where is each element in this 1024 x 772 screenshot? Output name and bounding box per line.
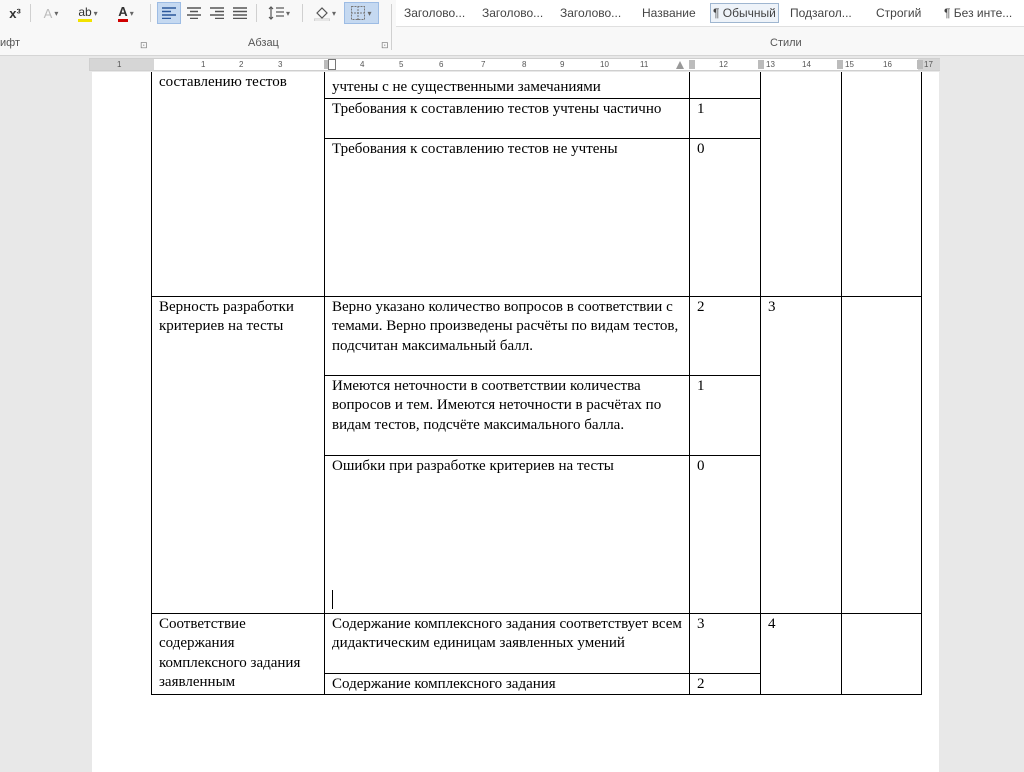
ruler-tick: 2 <box>239 60 244 69</box>
chevron-down-icon: ▾ <box>285 8 290 18</box>
align-center-button[interactable] <box>183 2 205 24</box>
column-marker[interactable] <box>917 60 923 69</box>
ruler-tick: 4 <box>360 60 365 69</box>
ruler-tick: 15 <box>845 60 854 69</box>
score-cell[interactable]: 2 <box>690 296 761 375</box>
separator <box>302 4 303 22</box>
separator <box>30 4 31 22</box>
text-cursor <box>332 590 333 609</box>
align-left-button[interactable] <box>157 2 181 24</box>
column-marker[interactable] <box>837 60 843 69</box>
document-page[interactable] <box>92 72 939 772</box>
text-effects-button[interactable] <box>37 2 65 24</box>
right-indent-marker-icon[interactable] <box>676 61 684 69</box>
align-right-icon <box>210 7 224 19</box>
borders-icon <box>351 6 365 20</box>
score-cell[interactable]: 2 <box>690 673 761 695</box>
styles-group-label: Стили <box>770 37 802 49</box>
font-color-icon: A <box>118 4 127 22</box>
borders-button[interactable] <box>344 2 379 24</box>
ruler-tick: 12 <box>719 60 728 69</box>
justify-button[interactable] <box>229 2 251 24</box>
justify-icon <box>233 7 247 19</box>
horizontal-ruler[interactable] <box>89 58 940 71</box>
ruler-tick: 10 <box>600 60 609 69</box>
points-cell[interactable] <box>842 296 922 613</box>
column-marker[interactable] <box>758 60 764 69</box>
ruler-tick: 16 <box>883 60 892 69</box>
chevron-down-icon: ▾ <box>54 8 59 18</box>
ruler-tick: 11 <box>640 60 649 69</box>
criterion-cell[interactable]: Соответствие содержания комплексного задания заявленным <box>152 613 325 695</box>
align-left-icon <box>162 7 176 19</box>
highlight-color-button[interactable] <box>70 2 106 24</box>
ruler-left-margin <box>90 59 154 70</box>
description-cell[interactable]: Требования к составлению тестов учтены частично <box>325 98 690 138</box>
description-cell[interactable]: Содержание комплексного задания <box>325 673 690 695</box>
style-normal[interactable]: ¶ Обычный <box>710 3 779 23</box>
max-score-cell[interactable]: 3 <box>761 296 842 613</box>
line-spacing-icon <box>268 6 284 20</box>
score-cell[interactable] <box>690 72 761 98</box>
paragraph-group-label: Абзац <box>248 37 279 49</box>
criterion-cell[interactable]: составлению тестов <box>152 72 325 296</box>
description-cell[interactable]: Требования к составлению тестов не учтены <box>325 138 690 296</box>
ruler-tick: 1 <box>201 60 206 69</box>
ruler-tick: 14 <box>802 60 811 69</box>
align-right-button[interactable] <box>206 2 228 24</box>
score-cell[interactable]: 0 <box>690 455 761 613</box>
style-heading-2[interactable]: Заголово... <box>482 6 544 20</box>
ruler-tick: 9 <box>560 60 565 69</box>
text-effects-icon: A <box>43 5 53 21</box>
score-cell[interactable]: 0 <box>690 138 761 296</box>
highlighter-icon: ab <box>78 5 91 22</box>
separator <box>150 4 151 22</box>
chevron-down-icon: ▾ <box>367 8 372 18</box>
description-cell[interactable]: Содержание комплексного задания соответствует всем дидактическим единицам заявленных умений <box>325 613 690 673</box>
score-cell[interactable]: 1 <box>690 375 761 455</box>
style-heading-3[interactable]: Заголово... <box>560 6 622 20</box>
superscript-icon: x³ <box>9 5 21 21</box>
chevron-down-icon: ▾ <box>331 8 336 18</box>
font-dialog-launcher-icon[interactable]: ⊡ <box>140 40 148 50</box>
indent-marker-icon[interactable] <box>328 59 336 70</box>
chevron-down-icon: ▾ <box>129 8 134 18</box>
column-marker[interactable] <box>689 60 695 69</box>
description-cell[interactable]: Верно указано количество вопросов в соответствии с темами. Верно произведены расчёты по видам тестов, подсчитан максимальный балл. <box>325 296 690 375</box>
ruler-tick: 1 <box>117 60 122 69</box>
description-cell[interactable]: Имеются неточности в соответствии количества вопросов и тем. Имеются неточности в расчётах по видам тестов, подсчёте максимального балла. <box>325 375 690 455</box>
superscript-button[interactable] <box>4 2 26 24</box>
description-cell[interactable]: учтены с не существенными замечаниями <box>325 72 690 98</box>
points-cell[interactable] <box>842 613 922 695</box>
chevron-down-icon: ▾ <box>93 8 98 18</box>
max-score-cell[interactable] <box>761 72 842 296</box>
table-row <box>152 296 922 375</box>
style-title[interactable]: Название <box>642 6 696 20</box>
font-color-button[interactable] <box>110 2 142 24</box>
styles-gallery <box>396 0 1024 27</box>
style-strong[interactable]: Строгий <box>876 6 922 20</box>
ruler-tick: 7 <box>481 60 486 69</box>
ruler-tick: 5 <box>399 60 404 69</box>
shading-button[interactable] <box>308 2 342 24</box>
separator <box>391 4 392 50</box>
style-subtitle[interactable]: Подзагол... <box>790 6 852 20</box>
description-cell[interactable]: Ошибки при разработке критериев на тесты <box>325 455 690 613</box>
separator <box>256 4 257 22</box>
points-cell[interactable] <box>842 72 922 296</box>
ruler-tick: 3 <box>278 60 283 69</box>
style-heading-1[interactable]: Заголово... <box>404 6 466 20</box>
ruler-tick: 17 <box>924 60 933 69</box>
style-no-spacing[interactable]: ¶ Без инте... <box>944 6 1013 20</box>
score-cell[interactable]: 1 <box>690 98 761 138</box>
max-score-cell[interactable]: 4 <box>761 613 842 695</box>
table-row <box>152 72 922 98</box>
score-cell[interactable]: 3 <box>690 613 761 673</box>
ruler-tick: 6 <box>439 60 444 69</box>
ruler-tick: 13 <box>766 60 775 69</box>
ruler-tick: 8 <box>522 60 527 69</box>
line-spacing-button[interactable] <box>262 2 296 24</box>
paragraph-dialog-launcher-icon[interactable]: ⊡ <box>381 40 389 50</box>
criterion-cell[interactable]: Верность разработки критериев на тесты <box>152 296 325 613</box>
ribbon <box>0 0 1024 56</box>
paint-bucket-icon <box>314 6 330 21</box>
font-group-label: ифт <box>0 37 20 49</box>
assessment-table <box>151 72 922 695</box>
align-center-icon <box>187 7 201 19</box>
table-row <box>152 613 922 673</box>
